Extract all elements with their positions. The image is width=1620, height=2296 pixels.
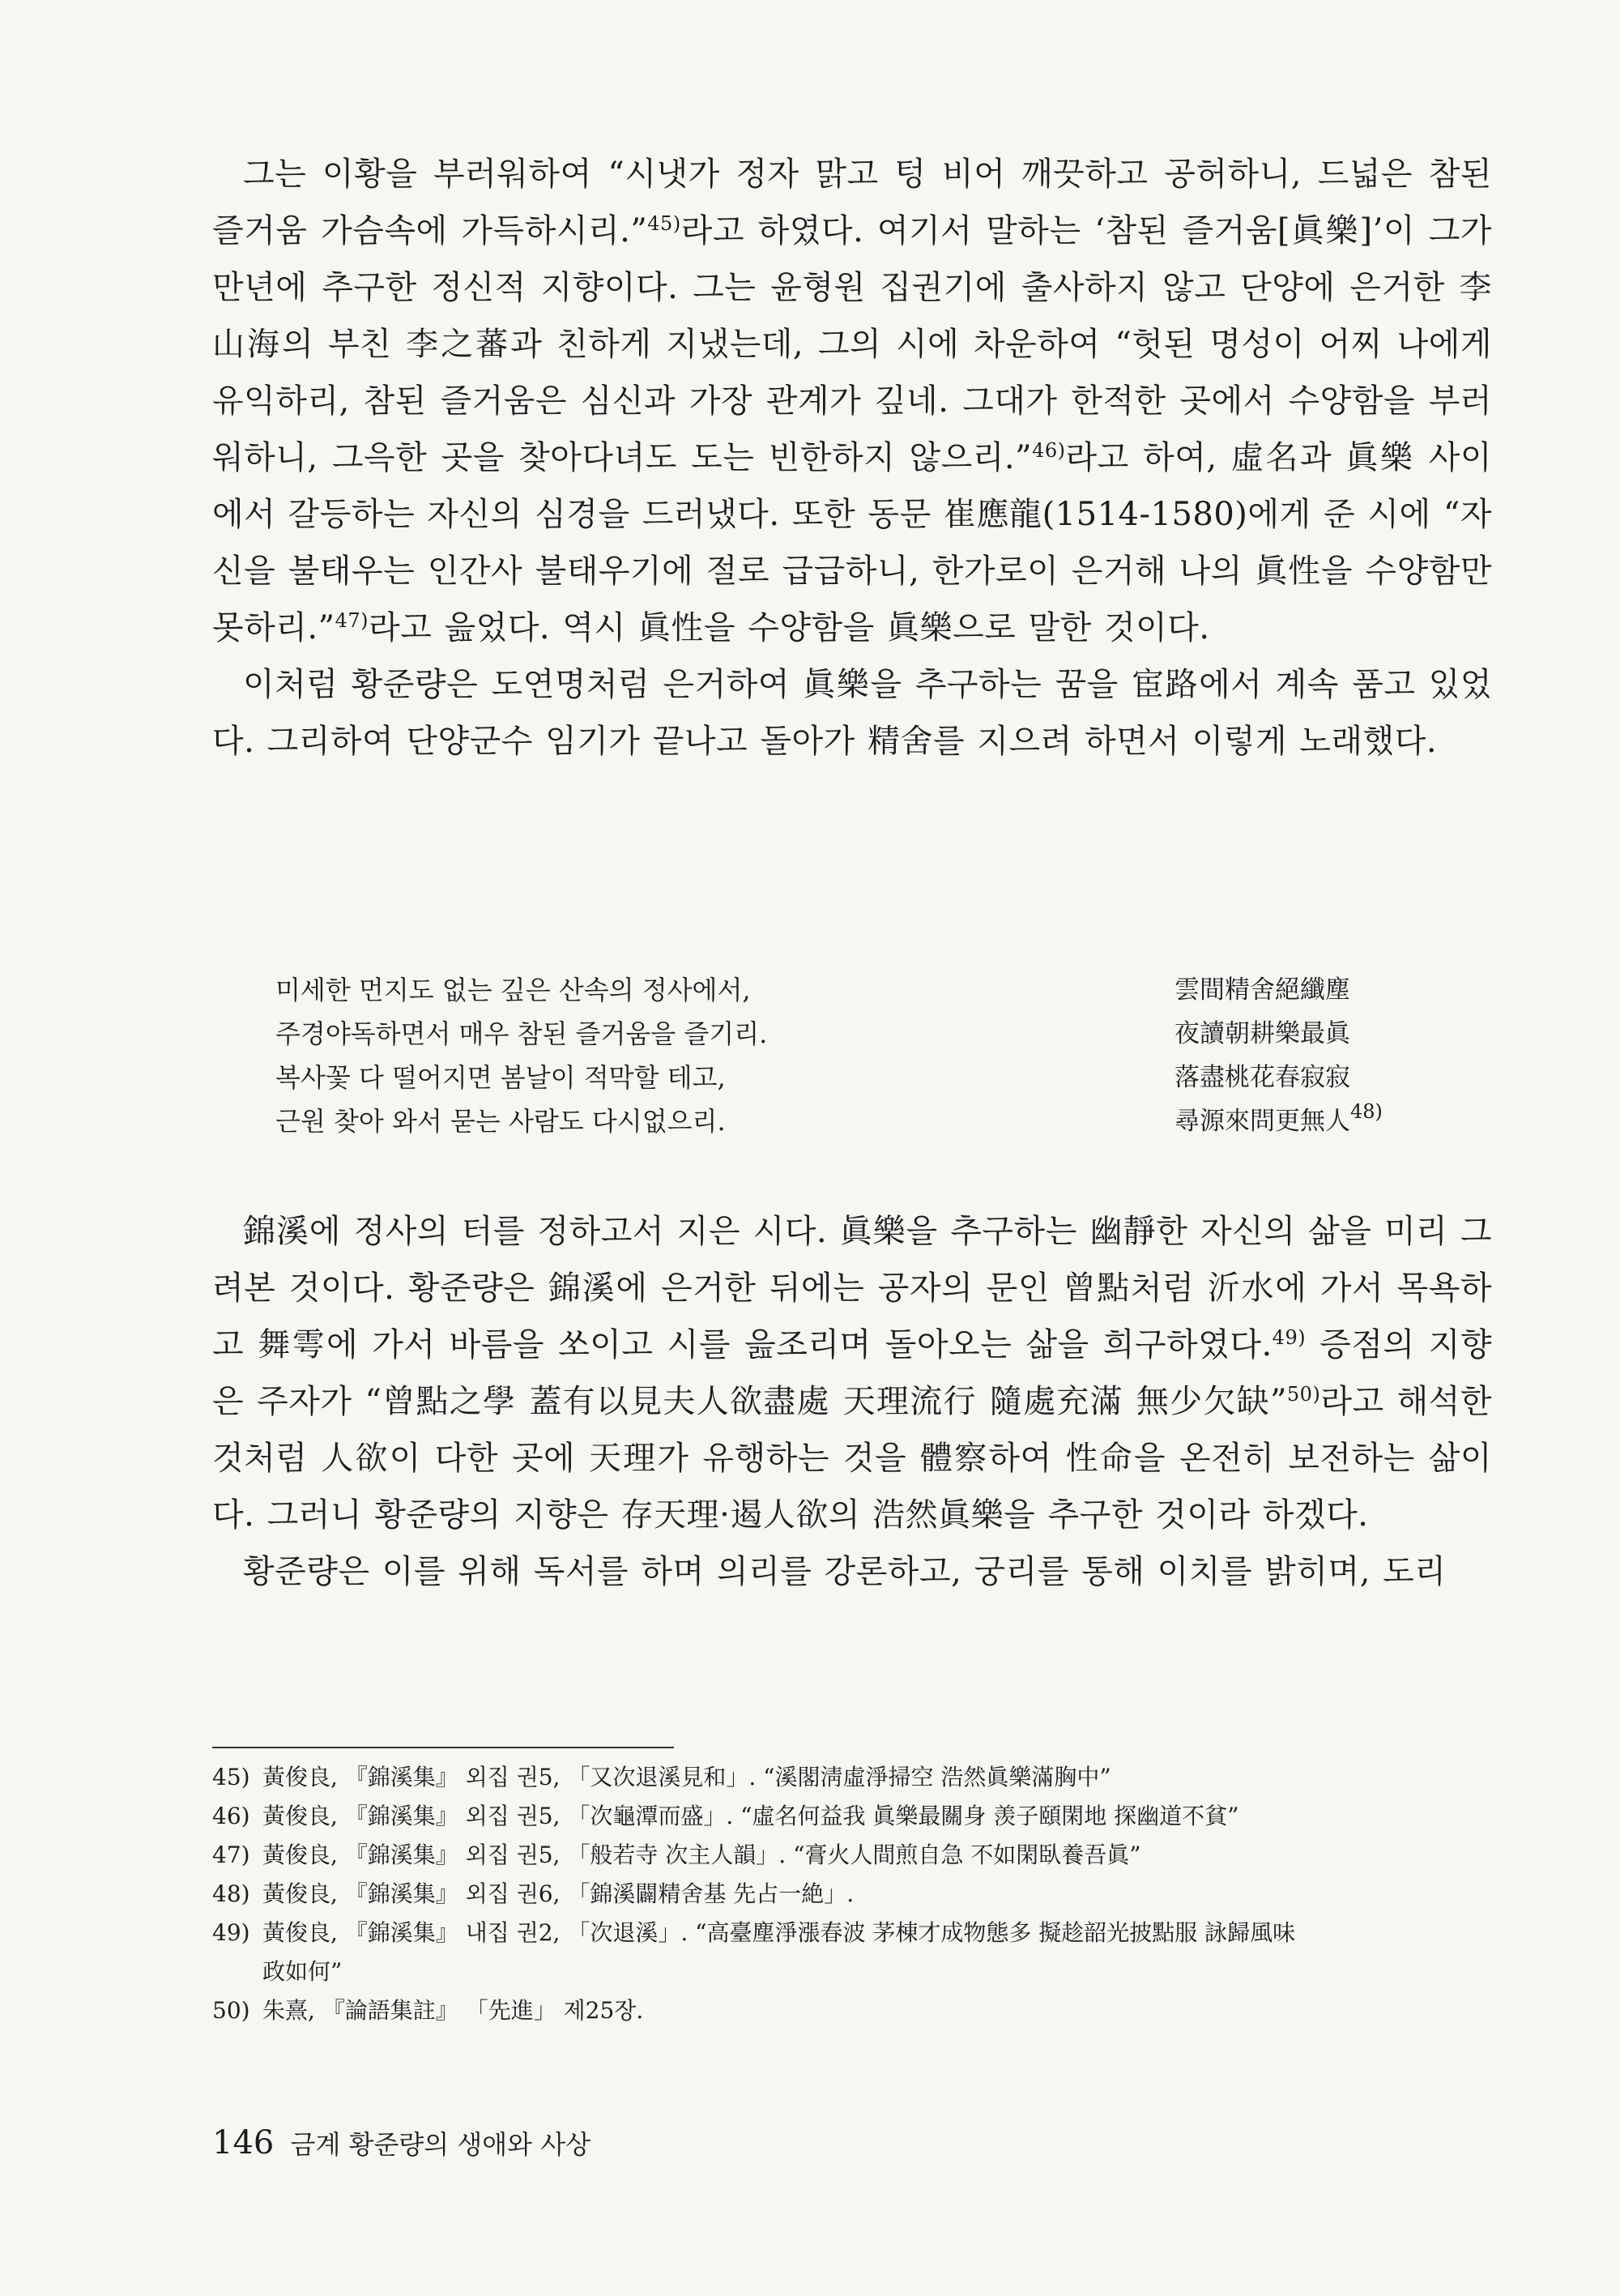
- footnote-ref-47: 47): [335, 609, 369, 632]
- footnote-item: 45) 黃俊良, 『錦溪集』 외집 권5, 「又次退溪見和」. “溪閣淸虛淨掃空 浩然眞樂滿胸中”: [212, 1764, 1111, 1790]
- footnote-item: 50) 朱熹, 『論語集註』 「先進」 제25장.: [212, 1997, 644, 2024]
- footnote-item: 49) 黃俊良, 『錦溪集』 내집 권2, 「次退溪」. “高臺塵淨漲春波 茅棟才成物態多 擬趁韶光披點服 詠歸風味 政如何”: [212, 1919, 1296, 1985]
- poem-korean: 복사꽃 다 떨어지면 봄날이 적막할 테고,: [275, 1062, 726, 1093]
- paragraph-4: 황준량은 이를 위해 독서를 하며 의리를 강론하고, 궁리를 통해 이치를 밝히며, 도리: [243, 1553, 1447, 1590]
- poem-block: [275, 968, 1474, 1143]
- poem-line: [275, 1099, 1474, 1143]
- paragraph-3: 錦溪에 정사의 터를 정하고서 지은 시다. 眞樂을 추구하는 幽靜한 자신의 삶을 미리 그려본 것이다. 황준량은 錦溪에 은거한 뒤에는 공자의 문인 曾點처럼 沂水에 가서 목욕하고 舞雩에 가서 바름을 쏘이고 시를 읊조리며 돌아오는 삶을 희구하였다.$^{49)}$ 증점의 지향은 주자가 “曾點之學 蓋有以見夫人欲盡處 天理流行 隨處充滿 無少欠缺”$^{50)}$라고 해석한 것처럼 人欲이 다한 곳에 天理가 유행하는 것을 體察하여 性命을 온전히 보전하는 삶이다. 그러니 황준량의 지향은 存天理·遏人欲의 浩然眞樂을 추구한 것이라 하겠다.: [212, 1213, 1492, 1534]
- footnote-item: 46) 黃俊良, 『錦溪集』 외집 권5, 「次龜潭而盛」. “虛名何益我 眞樂最關身 羡子頤閑地 探幽道不貧”: [212, 1803, 1239, 1829]
- poem-line: [275, 1056, 1474, 1099]
- footnote-ref-45: 45): [647, 212, 681, 235]
- poem-korean: 근원 찾아 와서 묻는 사람도 다시없으리.: [275, 1106, 726, 1137]
- footnote-item: 48) 黃俊良, 『錦溪集』 외집 권6, 「錦溪闢精舍基 先占一絶」.: [212, 1880, 855, 1907]
- footnote-ref-48: 48): [1350, 1100, 1383, 1123]
- poem-line: [275, 1012, 1474, 1056]
- poem-hanja: 夜讀朝耕樂最眞: [1174, 1019, 1350, 1048]
- poem-hanja: 尋源來問更無人$^{48)}$: [1174, 1100, 1383, 1136]
- paragraph-2: 이처럼 황준량은 도연명처럼 은거하여 眞樂을 추구하는 꿈을 宦路에서 계속 품고 있었다. 그리하여 단양군수 임기가 끝나고 돌아가 精舍를 지으려 하면서 이렇게 노래했다.: [212, 666, 1492, 760]
- body-text-top: [212, 146, 1492, 770]
- footnote-item: 47) 黃俊良, 『錦溪集』 외집 권5, 「般若寺 次主人韻」. “膏火人間煎自急 不如閑臥養吾眞”: [212, 1841, 1141, 1868]
- paragraph-1: 그는 이황을 부러워하여 “시냇가 정자 맑고 텅 비어 깨끗하고 공허하니, 드넓은 참된 즐거움 가슴속에 가득하시리.”$^{45)}$라고 하였다. 여기서 말하는 ‘참된 즐거움[眞樂]’이 그가 만년에 추구한 정신적 지향이다. 그는 윤형원 집권기에 출사하지 않고 단양에 은거한 李山海의 부친 李之蕃과 친하게 지냈는데, 그의 시에 차운하여 “헛된 명성이 어찌 나에게 유익하리, 참된 즐거움은 심신과 가장 관계가 깊네. 그대가 한적한 곳에서 수양함을 부러워하니, 그윽한 곳을 찾아다녀도 도는 빈한하지 않으리.”$^{46)}$라고 하여, 虛名과 眞樂 사이에서 갈등하는 자신의 심경을 드러냈다. 또한 동문 崔應龍(1514-1580)에게 준 시에 “자신을 불태우는 인간사 불태우기에 절로 급급하니, 한가로이 은거해 나의 眞性을 수양함만 못하리.”$^{47)}$라고 읊었다. 역시 眞性을 수양함을 眞樂으로 말한 것이다.: [212, 156, 1493, 647]
- body-text-bottom: [212, 1203, 1492, 1600]
- poem-korean: 미세한 먼지도 없는 깊은 산속의 정사에서,: [275, 975, 751, 1005]
- page-footer: [212, 2124, 590, 2162]
- footnote-ref-49: 49): [1272, 1326, 1307, 1349]
- poem-hanja: 雲間精舍絕纖塵: [1174, 975, 1350, 1005]
- running-title: 금계 황준량의 생애와 사상: [290, 2129, 591, 2160]
- footnote-ref-50: 50): [1286, 1383, 1321, 1406]
- footnote-ref-46: 46): [1032, 439, 1066, 462]
- footnotes: [212, 1758, 1492, 2030]
- page-number: 146: [212, 2124, 275, 2162]
- poem-line: [275, 968, 1474, 1012]
- poem-hanja: 落盡桃花春寂寂: [1174, 1063, 1350, 1092]
- poem-korean: 주경야독하면서 매우 참된 즐거움을 즐기리.: [275, 1018, 768, 1049]
- footnote-divider: [212, 1747, 674, 1748]
